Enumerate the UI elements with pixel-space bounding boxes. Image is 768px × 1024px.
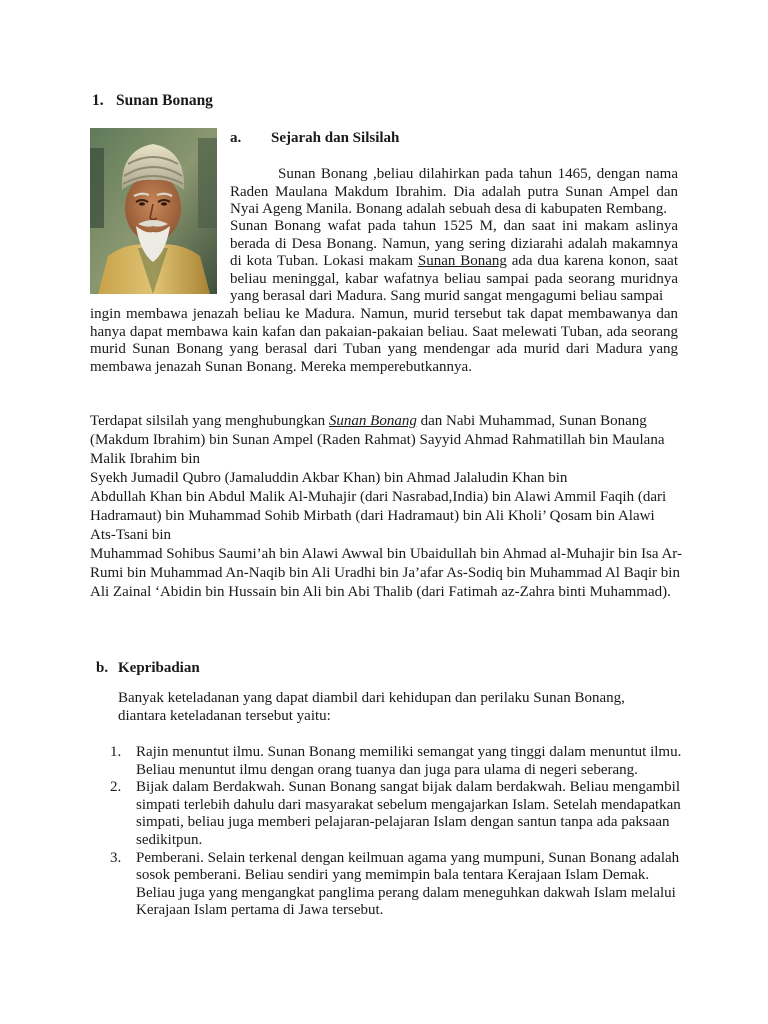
lineage-line-4: Muhammad Sohibus Saumi’ah bin Alawi Awwal bin Ubaidullah bin Ahmad al-Muhajir bin Isa Ar-Rumi bin Muhammad An-Naqib bin Ali Uradhi bin Ja’afar As-Sodiq bin Muhammad Al Baqir bin Ali Zainal ‘Abidin bin Hussain bin Ali bin Abi Thalib (dari Fatimah az-Zahra binti Muhammad). xyxy=(90,546,683,600)
paragraph-intro-keteladanan: Banyak keteladanan yang dapat diambil dari kehidupan dan perilaku Sunan Bonang, diantara keteladanan tersebut yaitu: xyxy=(118,690,625,724)
list-item xyxy=(110,850,682,920)
paragraph-death-text-2: ada dua karena konon, saat beliau meninggal, kabar wafatnya beliau sampai pada seorang muridnya yang berasal dari Madura. Sang murid sangat mengagumi beliau sampai xyxy=(230,253,679,305)
sunan-bonang-link-italic[interactable]: Sunan Bonang xyxy=(328,413,417,429)
sunan-bonang-portrait xyxy=(90,128,217,294)
paragraph-death xyxy=(230,218,678,306)
heading-title: Sunan Bonang xyxy=(116,92,213,109)
keteladanan-list xyxy=(110,744,682,920)
list-item xyxy=(110,779,682,849)
paragraph-lineage xyxy=(90,412,682,602)
subsection-b-letter: b. xyxy=(96,660,109,676)
list-item xyxy=(110,744,682,779)
subsection-title: Sejarah dan Silsilah xyxy=(271,130,400,146)
list-item-number: 3. xyxy=(110,849,122,866)
section-heading-sunan-bonang xyxy=(92,92,213,110)
list-item-text: Rajin menuntut ilmu. Sunan Bonang memiliki semangat yang tinggi dalam menuntut ilmu. Beliau menuntut ilmu dengan orang tuanya dan juga para ulama di negeri seberang. xyxy=(136,744,682,778)
list-item-number: 1. xyxy=(110,744,122,760)
subsection-b-title: Kepribadian xyxy=(118,660,200,676)
list-item-number: 2. xyxy=(110,779,122,796)
subsection-letter: a. xyxy=(230,130,242,146)
sunan-bonang-link[interactable]: Sunan Bonang xyxy=(417,253,507,270)
subsection-heading-sejarah xyxy=(230,130,399,147)
lineage-intro: Terdapat silsilah yang menghubungkan xyxy=(90,413,329,429)
lineage-line-2: Syekh Jumadil Qubro (Jamaluddin Akbar Khan) bin Ahmad Jalaludin Khan bin xyxy=(90,470,568,486)
paragraph-death-text-1: Sunan Bonang wafat pada tahun 1525 M, dan saat ini makam aslinya berada di Desa Bonang. Namun, yang sering diziarahi adalah makamnya di kota Tuban. Lokasi makam xyxy=(230,218,678,270)
paragraph-death-continued: ingin membawa jenazah beliau ke Madura. Namun, murid tersebut tak dapat membawanya dan hanya dapat membawa kain kafan dan pakaian-pakaian beliau. Saat melewati Tuban, ada seorang murid Sunan Bonang yang berasal dari Tuban yang mendengar ada murid dari Madura yang membawa jenazah Sunan Bonang. Mereka memperebutkannya. xyxy=(90,306,678,375)
lineage-line-3: Abdullah Khan bin Abdul Malik Al-Muhajir (dari Nasrabad,India) bin Alawi Ammil Faqih (dari Hadramaut) bin Muhammad Sohib Mirbath (dari Hadramaut) bin Ali Kholi’ Qosam bin Alawi Ats-Tsani bin xyxy=(90,489,667,543)
lineage-line-1 xyxy=(90,412,682,469)
list-item-text: Pemberani. Selain terkenal dengan keilmuan agama yang mumpuni, Sunan Bonang adalah sosok pemberani. Beliau sendiri yang memimpin bala tentara Kerajaan Islam Demak. Beliau juga yang mengangkat panglima perang dalam meneguhkan dakwah Islam melalui Kerajaan Islam pertama di Jawa tersebut. xyxy=(136,849,680,919)
list-item-text: Bijak dalam Berdakwah. Sunan Bonang sangat bijak dalam berdakwah. Beliau mengambil simpati terlebih dahulu dari masyarakat sebelum mengajarkan Islam. Setelah mendapatkan simpati, beliau juga memberi pelajaran-pelajaran Islam dengan santun tanpa ada paksaan sedikitpun. xyxy=(136,779,681,848)
heading-number: 1. xyxy=(92,92,104,109)
subsection-heading-kepribadian xyxy=(96,660,200,677)
paragraph-birth: Sunan Bonang ,beliau dilahirkan pada tahun 1465, dengan nama Raden Maulana Makdum Ibrahim. Dia adalah putra Sunan Ampel dan Nyai Ageng Manila. Bonang adalah sebuah desa di kabupaten Rembang. xyxy=(230,166,678,218)
lineage-rest: dan Nabi Muhammad, Sunan Bonang (Makdum Ibrahim) bin Sunan Ampel (Raden Rahmat) Sayyid Ahmad Rahmatillah bin Maulana Malik Ibrahim bin xyxy=(90,413,665,467)
